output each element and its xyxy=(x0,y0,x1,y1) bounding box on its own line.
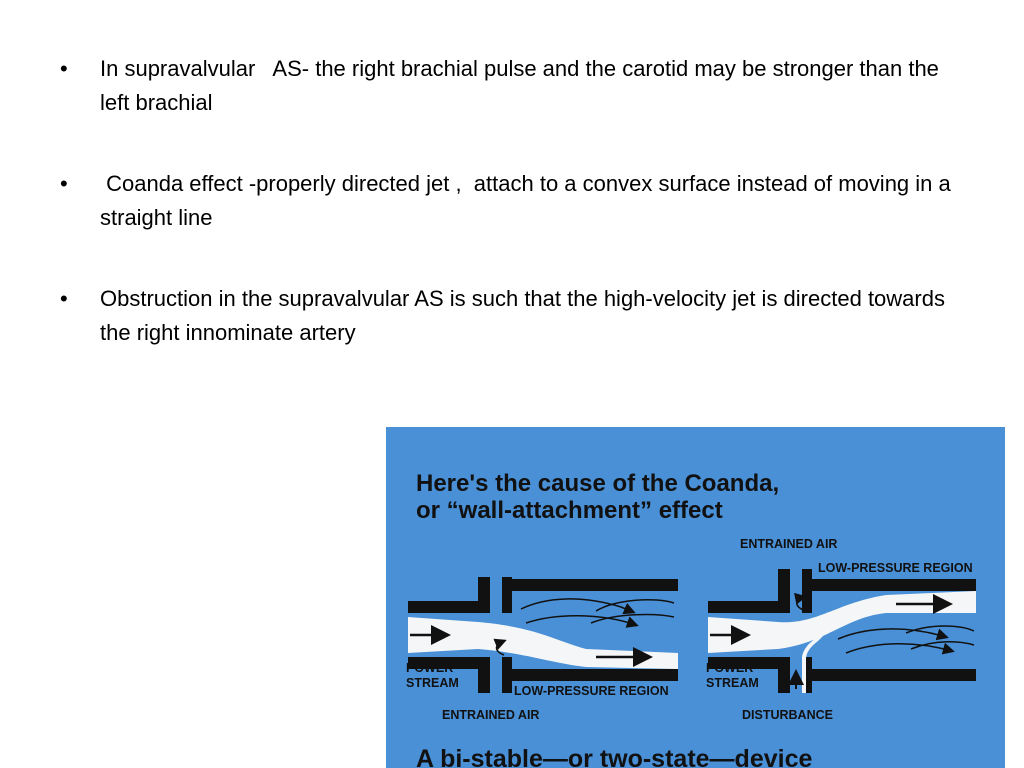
bullet-item xyxy=(60,52,960,120)
outlet-wall-bottom xyxy=(802,669,976,681)
bullet-list xyxy=(60,52,960,397)
disturbance-label: DISTURBANCE xyxy=(742,708,833,722)
control-port-top xyxy=(778,569,790,613)
bullet-item xyxy=(60,167,960,235)
outlet-wall-top xyxy=(502,579,678,591)
bullet-text: Coanda effect -properly directed jet , attach to a convex surface instead of moving in a straight line xyxy=(100,171,957,230)
power-stream-label-2: STREAM xyxy=(706,676,759,690)
control-port-bottom xyxy=(478,657,490,693)
low-pressure-region-label: LOW-PRESSURE REGION xyxy=(514,684,669,698)
control-port-bottom xyxy=(778,657,790,693)
figure-title-line1: Here's the cause of the Coanda, xyxy=(416,470,780,497)
bullet-text: In supravalvular AS- the right brachial pulse and the carotid may be stronger than the left brachial xyxy=(100,56,946,115)
bullet-text: Obstruction in the supravalvular AS is such that the high-velocity jet is directed towards the right innominate artery xyxy=(100,286,952,345)
entrained-air-label: ENTRAINED AIR xyxy=(740,537,838,551)
outlet-wall-top xyxy=(802,579,976,591)
power-stream-label-1: POWER xyxy=(406,661,454,675)
entrained-air-label: ENTRAINED AIR xyxy=(442,708,540,722)
low-pressure-region-label: LOW-PRESSURE REGION xyxy=(818,561,973,575)
outlet-wall-bottom xyxy=(502,669,678,681)
coanda-effect-figure xyxy=(386,427,1005,768)
coanda-diagram xyxy=(386,427,1005,768)
power-stream-label-1: POWER xyxy=(706,661,754,675)
bullet-marker: • xyxy=(60,171,68,196)
control-port-top xyxy=(478,577,490,613)
inlet-wall-top xyxy=(708,601,778,613)
power-stream-label-2: STREAM xyxy=(406,676,459,690)
bullet-marker: • xyxy=(60,286,68,311)
figure-caption: A bi-stable—or two-state—device xyxy=(416,745,813,768)
figure-title-line2: or “wall-attachment” effect xyxy=(416,497,723,524)
bullet-item xyxy=(60,282,960,350)
inlet-wall-top xyxy=(408,601,478,613)
bullet-marker: • xyxy=(60,56,68,81)
